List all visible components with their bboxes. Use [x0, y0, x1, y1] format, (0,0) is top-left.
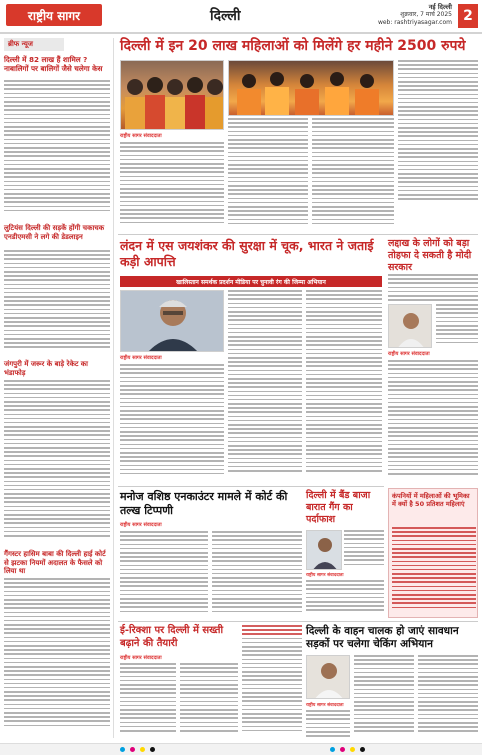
- london-story-headline: लंदन में एस जयशंकर की सुरक्षा में चूक, भारत ने जताई कड़ी आपत्ति: [120, 238, 374, 269]
- erickshaw-story-byline: राष्ट्रीय सागर संवाददाता: [120, 655, 162, 661]
- ladakh-story-headline: लद्दाख के लोगों को बड़ा तोहफा दे सकती है मोदी सरकार: [388, 238, 472, 273]
- registration-mark-black: [150, 747, 155, 752]
- official-photo-image: [307, 656, 350, 699]
- london-story-banner: खालिस्तान समर्थक प्रदर्शन मीडिया पर चुनावी रंग की जिम्मा अभियान: [120, 276, 382, 287]
- registration-mark-cyan-2: [330, 747, 335, 752]
- vehicle-story-body-col1: [354, 655, 414, 739]
- jaishankar-photo: [120, 290, 224, 352]
- ladakh-story-photo: [388, 304, 432, 348]
- main-story-photo-2: [228, 60, 394, 116]
- registration-mark-yellow-2: [350, 747, 355, 752]
- brand-logo: राष्ट्रीय सागर: [6, 4, 102, 26]
- brief-story-2-body: [4, 250, 110, 356]
- edition-info: [378, 3, 452, 27]
- ladakh-story-body-3: [388, 360, 478, 484]
- court-story-body-col2: [212, 531, 302, 617]
- court-story-headline: मनोज वशिष्ठ एनकाउंटर मामले में कोर्ट की तल्ख टिप्पणी: [120, 490, 288, 517]
- main-story-body-col2: [228, 118, 308, 232]
- brief-news-label: ब्रीफ न्यूज: [4, 38, 64, 51]
- main-story-body-col3: [312, 118, 394, 232]
- divider-2: [118, 486, 384, 487]
- brief-story-3-headline: जंगपुरी में जरूर के बाड़े रेकेट का भंडाफोड़: [4, 360, 88, 377]
- official-portrait-image: [389, 305, 432, 348]
- registration-mark-yellow: [140, 747, 145, 752]
- vehicle-story-photo: [306, 655, 350, 699]
- london-story-body-col1: [120, 364, 224, 484]
- registration-mark-black-2: [360, 747, 365, 752]
- registration-mark-cyan: [120, 747, 125, 752]
- women-group-image: [229, 61, 394, 116]
- band-story-headline: दिल्ली में बैंड बाजा बारात गैंग का पर्दाफाश: [306, 490, 371, 525]
- minister-portrait-image: [121, 291, 224, 352]
- main-story-body-col4: [398, 60, 478, 210]
- registration-mark-magenta-2: [340, 747, 345, 752]
- erickshaw-story-headline: ई-रिक्शा पर दिल्ली में सख्ती बढ़ाने की तैयारी: [120, 625, 224, 649]
- masthead: [0, 0, 482, 34]
- page-section-title: दिल्ली: [210, 8, 241, 24]
- brief-story-1-headline: दिल्ली में 82 लाख हैं शामिल ? नाबालिगों पर बालिगों जैसे चलेगा केस: [4, 55, 103, 73]
- brief-story-3-body: [4, 380, 110, 546]
- accused-photo-image: [307, 531, 342, 570]
- brief-story-1-body: [4, 80, 110, 220]
- page-number: 2: [458, 4, 478, 28]
- ladakh-story-body-1: [388, 274, 478, 304]
- date-label: शुक्रवार, 7 मार्च 2025: [400, 11, 452, 18]
- main-story-byline: राष्ट्रीय सागर संवाददाता: [120, 133, 162, 139]
- london-story-byline: राष्ट्रीय सागर संवाददाता: [120, 355, 162, 361]
- brief-story-4-body: [4, 578, 110, 736]
- main-story-photo: [120, 60, 224, 130]
- ladakh-story-byline: राष्ट्रीय सागर संवाददाता: [388, 351, 430, 357]
- main-story-headline: दिल्ली में इन 20 लाख महिलाओं को मिलेंगे हर महीने 2500 रुपये: [120, 38, 466, 54]
- small-brief-column: [242, 625, 302, 739]
- vehicle-story-headline: दिल्ली के वाहन चालक हो जाएं सावधान सड़कों पर चलेगा चेकिंग अभियान: [306, 625, 459, 650]
- band-story-body-1: [344, 530, 384, 570]
- london-story-body-col2: [228, 290, 302, 484]
- vehicle-story-byline: राष्ट्रीय सागर संवाददाता: [306, 703, 344, 708]
- band-story-photo: [306, 530, 342, 570]
- divider-1: [118, 234, 478, 235]
- women-roles-headline: कंपनियों में महिलाओं की भूमिका में क्यों है 50 प्रतिशत महिलाएं: [392, 492, 470, 508]
- court-story-body-col1: [120, 531, 208, 617]
- divider-3: [118, 621, 478, 622]
- erickshaw-story-body-col2: [180, 663, 238, 739]
- erickshaw-story-body-col1: [120, 663, 176, 739]
- women-roles-body: [392, 527, 476, 615]
- website-label: web: rashtriyasagar.com: [377, 19, 452, 26]
- page-footer: [0, 743, 482, 755]
- london-story-body-col3: [306, 290, 382, 484]
- court-story-byline: राष्ट्रीय सागर संवाददाता: [120, 522, 162, 528]
- vehicle-story-body-col0: [306, 710, 350, 740]
- left-column: [4, 38, 114, 738]
- main-story-body-col1: [120, 142, 224, 232]
- brief-story-4-headline: गैंगस्टर हासिम बाबा की दिल्ली हाई कोर्ट से झटका नियमों अदालत के फैसले को लिया था: [4, 550, 106, 575]
- registration-mark-magenta: [130, 747, 135, 752]
- band-story-body-2: [306, 580, 384, 616]
- women-crowd-image: [121, 61, 224, 130]
- band-story-byline: राष्ट्रीय सागर संवाददाता: [306, 573, 344, 578]
- women-roles-box: [388, 488, 478, 618]
- ladakh-story-body-2: [436, 304, 478, 348]
- vehicle-story-body-col2: [418, 655, 478, 739]
- edition-label: नई दिल्ली: [428, 3, 452, 11]
- brief-story-2-headline: लुटियंस दिल्ली की सड़कें होंगी चकाचक एनडीएमसी ने लगे की डेडलाइन: [4, 224, 105, 241]
